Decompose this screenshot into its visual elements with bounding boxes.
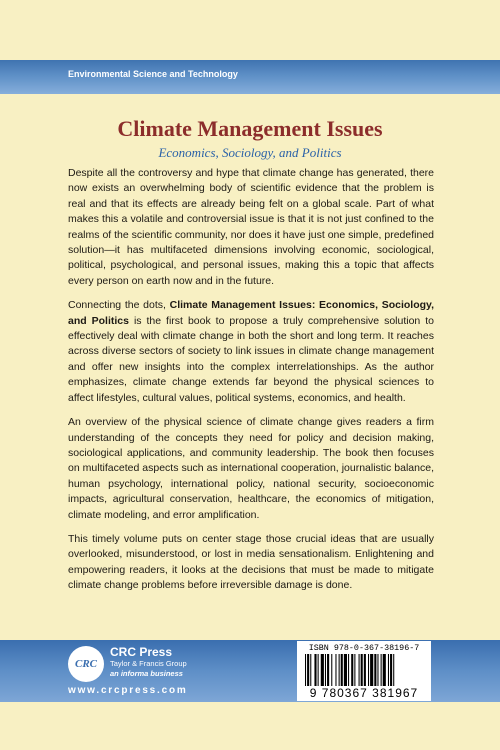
publisher-website[interactable]: www.crcpress.com bbox=[68, 685, 188, 696]
barcode-box bbox=[297, 641, 431, 701]
publisher-name: CRC Press bbox=[110, 645, 173, 659]
series-label: Environmental Science and Technology bbox=[68, 69, 238, 79]
paragraph-4: This timely volume puts on center stage those crucial ideas that are usually overlooked, misunderstood, or lost in media sensationalism. Enlightening and empowering readers, it looks at the decisions that must be made to mitigate climate change problems before irreversible damage is done. bbox=[68, 532, 434, 592]
crc-logo-icon bbox=[68, 646, 104, 682]
book-title: Climate Management Issues bbox=[117, 116, 383, 141]
logo-text: CRC bbox=[74, 658, 97, 670]
paragraph-2-rest: is the first book to propose a truly comprehensive solution to effectively deal with climate change in both the short and long term. It reaches across diverse sectors of society to link issues in climate change management and offer new insights into the complex interrelationships. As the author emphasizes, climate change extends far beyond the physical sciences to affect lifestyles, cultural values, political systems, economics, and health. bbox=[68, 314, 434, 404]
paragraph-2 bbox=[68, 298, 434, 406]
paragraph-1: Despite all the controversy and hype that climate change has generated, there now exists an overwhelming body of scientific evidence that the problem is real and that its effects are already being felt on a global scale. Part of what makes this a volatile and controversial issue is that it is not just confined to the realms of the scientific community, nor does it have just one simple, predefined solution—it has multifaceted dimensions involving economic, sociological, political, psychological, and personal issues, making this a topic that affects every person on earth now and in the future. bbox=[68, 167, 434, 287]
publisher-info bbox=[110, 645, 187, 679]
book-subtitle: Economics, Sociology, and Politics bbox=[158, 145, 342, 160]
barcode-number: 9 780367 381967 bbox=[309, 686, 419, 700]
isbn-text: ISBN 978-0-367-38196-7 bbox=[308, 643, 420, 653]
publisher-group: Taylor & Francis Group bbox=[110, 659, 187, 668]
paragraph-2-book-title: Climate Management Issues: Economics, Sociology, and Politics bbox=[68, 299, 435, 327]
barcode-icon bbox=[305, 654, 423, 686]
publisher-business: an informa business bbox=[110, 669, 183, 678]
paragraph-2-intro: Connecting the dots, bbox=[68, 299, 170, 312]
paragraph-3: An overview of the physical science of climate change gives readers a firm understanding of the concepts they need for policy and decision making, sociological applications, and community leadership. The book then focuses on multifaceted aspects such as international cooperation, journalistic balance, human psychology, international policy, national security, socioeconomic impacts, agricultural conservation, healthcare, the economics of mitigation, climate modeling, and error amplification. bbox=[68, 416, 434, 521]
back-cover-description bbox=[68, 166, 434, 603]
